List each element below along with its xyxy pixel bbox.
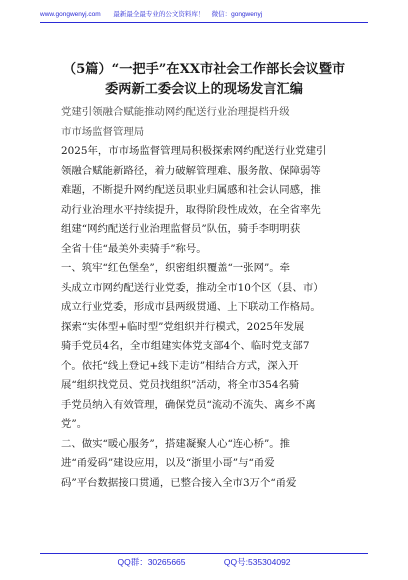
- body-line: 成立行业党委，形成市县两级贯通、上下联动工作格局。: [61, 301, 321, 313]
- author-line: 市市场监督管理局: [61, 125, 145, 138]
- body-line: 码”平台数据接口贯通，已整合接入全市3万个“甬爱: [61, 476, 297, 489]
- body-line: 二、做实“暖心服务”，搭建凝聚人心“连心桥”。推: [61, 437, 291, 450]
- footer-qq-group: QQ群：30265665: [117, 557, 186, 567]
- header-url[interactable]: www.gongwenyj.com: [40, 11, 101, 18]
- body-line: 全省十佳“最美外卖骑手”称号。: [61, 242, 207, 255]
- body-line: 组建“网约配送行业治理监督员”队伍，骑手李明明获: [61, 223, 301, 235]
- body-line: 骑手党员4名，全市组建实体党支部4个、临时党支部7: [61, 340, 310, 352]
- title-line-1: （5篇）“一把手”在XX市社会工作部长会议暨市: [62, 62, 346, 77]
- body-line: 党”。: [61, 418, 88, 430]
- footer-qq: QQ号:535304092: [223, 557, 291, 567]
- page-footer: [40, 556, 368, 572]
- section-heading: 党建引领融合赋能推动网约配送行业治理提档升级: [61, 106, 290, 118]
- document-body: [61, 103, 353, 493]
- body-line: 个。依托“线上登记+线下走访”相结合方式，深入开: [61, 359, 299, 372]
- body-line: 动行业治理水平持续提升，取得阶段性成效，在全省率先: [61, 203, 321, 216]
- body-line: 难题，不断提升网约配送员职业归属感和社会认同感，推: [61, 184, 321, 196]
- footer-divider: [40, 553, 368, 554]
- header-slogan: 最新最全最专业的公文资料库！: [113, 11, 205, 18]
- document-title: [50, 60, 358, 100]
- title-line-2: 委两新工委会议上的现场发言汇编: [105, 82, 303, 97]
- body-line: 手党员纳入有效管理，确保党员“流动不流失、离乡不离: [61, 398, 316, 411]
- header-divider: [40, 22, 368, 23]
- header-wechat: 微信：gongwenyj: [211, 11, 263, 18]
- body-line: 展“组织找党员、党员找组织”活动，将全市354名骑: [61, 379, 300, 391]
- body-line: 领融合赋能新路径，着力破解管理难、服务散、保障弱等: [61, 164, 321, 177]
- page-header: [40, 9, 368, 23]
- body-line: 头成立市网约配送行业党委，推动全市10个区（县、市）: [61, 281, 324, 294]
- body-line: 探索“实体型+临时型”党组织并行模式，2025年发展: [61, 320, 305, 333]
- body-line: 进“甬爱码”建设应用，以及“浙里小哥”与“甬爱: [61, 457, 275, 469]
- body-line: 一、筑牢“红色堡垒”，织密组织覆盖“一张网”。牵: [61, 262, 291, 274]
- body-line: 2025年，市市场监督管理局积极探索网约配送行业党建引: [61, 145, 327, 157]
